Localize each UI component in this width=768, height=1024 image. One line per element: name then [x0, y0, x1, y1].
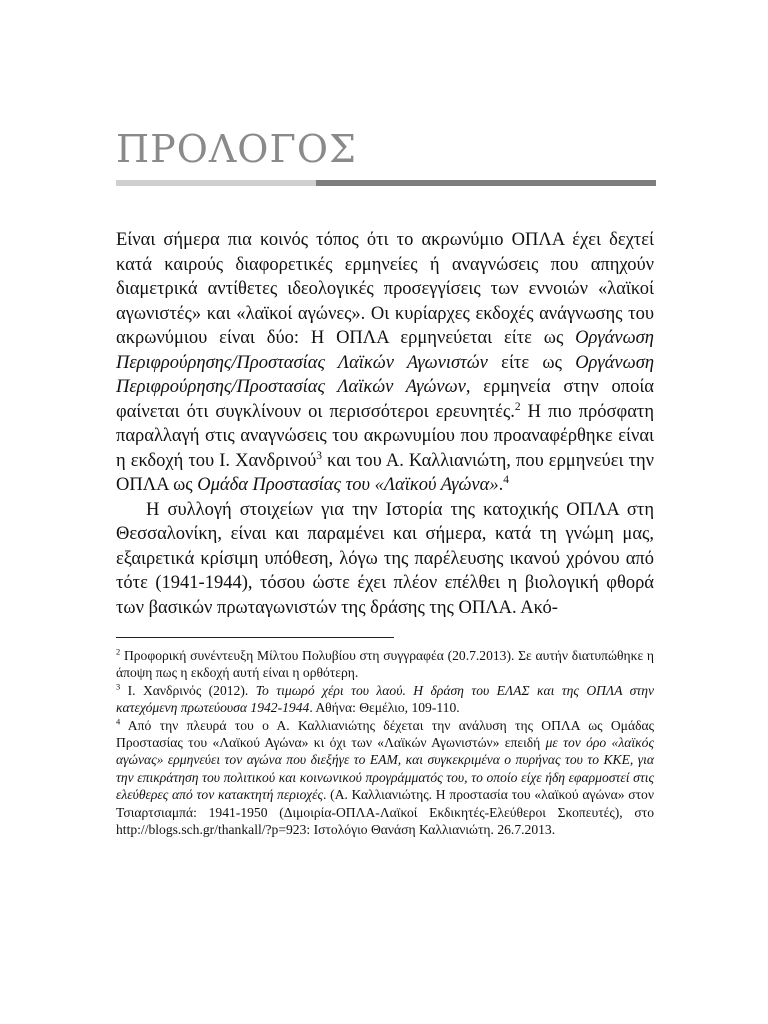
- p1-italic-2: Οργάνωση Περιφρούρησης/Προστασίας Λαϊκών Αγώνων: [116, 352, 655, 397]
- footnote-4-italic: με τον όρο «λαϊκός αγώνας» ερμηνεύει τον αγώνα που διεξήγε το ΕΑΜ, και συγκεκριμένα ο πυρήνας του το ΚΚΕ, για την επικράτηση του πολιτικού και κοινωνικού προγράμματός του, το οποίο είχε ήδη εφαρμοστεί στις ελεύθερες από τον κατακτητή περιοχές: [116, 735, 654, 803]
- title-underline-light: [116, 180, 316, 186]
- paragraph-1: [116, 228, 654, 498]
- title-underline: [116, 180, 656, 186]
- footnote-3-italic: Το τιμωρό χέρι του λαού. Η δράση του ΕΛΑΣ και της ΟΠΛΑ στην κατεχόμενη πρωτεύουσα 1942-1944: [116, 682, 655, 716]
- p1-text-4: Η πιο πρόσφατη παραλλαγή στις αναγνώσεις του ακρωνυμίου που προαναφέρθηκε είναι η εκδοχή του Ι. Χανδρινού: [116, 401, 654, 471]
- footnote-ref-4: 4: [503, 473, 509, 486]
- footnote-separator: [116, 637, 394, 638]
- footnote-3: [116, 682, 654, 717]
- footnote-3-number: 3: [116, 681, 121, 692]
- footnote-ref-3: 3: [316, 449, 322, 462]
- p1-text-1: Είναι σήμερα πια κοινός τόπος ότι το ακρωνύμιο ΟΠΛΑ έχει δεχτεί κατά καιρούς διαφορετικές ερμηνείες ή αναγνώσεις που απηχούν διαμετρικά αντίθετες ιδεολογικές προσεγγίσεις των εννοιών «λαϊκοί αγωνιστές» και «λαϊκοί αγώνες». Οι κυρίαρχες εκδοχές ανάγνωσης του ακρωνύμιου είναι δύο: Η ΟΠΛΑ ερμηνεύεται είτε ως: [116, 230, 654, 348]
- footnote-4: [116, 717, 654, 839]
- title-underline-dark: [316, 180, 656, 186]
- p1-text-3: , ερμηνεία στην οποία φαίνεται ότι συγκλίνουν οι περισσότεροι ερευνητές.: [116, 377, 654, 422]
- p1-text-5: και του Α. Καλλιανιώτη, που ερμηνεύει την ΟΠΛΑ ως: [116, 450, 654, 495]
- main-text: [116, 228, 654, 620]
- p1-text-6: .: [498, 475, 504, 495]
- footnote-4-text-2: . (Α. Καλλιανιώτης. Η προστασία του «λαϊκού αγώνα» στον Τσιαρτσιαμπά: 1941-1950 (Διμοιρία-ΟΠΛΑ-Λαϊκοί Εκδικητές-Ελεύθεροι Σκοπευτές), στο http://blogs.sch.gr/thankall/?p=923: Ιστολόγιο Θανάση Καλλιανιώτη. 26.7.2013.: [116, 787, 654, 838]
- page-title: ΠΡΟΛΟΓΟΣ: [116, 127, 357, 171]
- footnotes: [116, 647, 654, 838]
- paragraph-2: Η συλλογή στοιχείων για την Ιστορία της κατοχικής ΟΠΛΑ στη Θεσσαλονίκη, είναι και παραμένει και σήμερα, κατά τη γνώμη μας, εξαιρετικά κρίσιμη υπόθεση, λόγω της παρέλευσης ικανού χρόνου από τότε (1941-1944), τόσου ώστε έχει πλέον επέλθει η βιολογική φθορά των βασικών πρωταγωνιστών της δράσης της ΟΠΛΑ. Ακό-: [116, 499, 654, 618]
- footnote-2: [116, 647, 654, 682]
- footnote-ref-2: 2: [514, 400, 521, 413]
- footnote-2-number: 2: [116, 646, 121, 657]
- footnote-2-text: Προφορική συνέντευξη Μίλτου Πολυβίου στη συγγραφέα (20.7.2013). Σε αυτήν διατυπώθηκε η άποψη πως η εκδοχή αυτή είναι η ορθότερη.: [116, 648, 654, 681]
- footnote-3-text-1: Ι. Χανδρινός (2012).: [120, 682, 256, 698]
- footnote-4-number: 4: [116, 716, 121, 727]
- footnote-3-text-2: . Αθήνα: Θεμέλιο, 109-110.: [309, 700, 460, 716]
- p1-italic-1: Οργάνωση Περιφρούρησης/Προστασίας Λαϊκών Αγωνιστών: [116, 328, 654, 373]
- p1-italic-3: Ομάδα Προστασίας του «Λαϊκού Αγώνα»: [197, 475, 499, 495]
- p1-text-2: είτε ως: [487, 352, 576, 373]
- footnote-4-text-1: Από την πλευρά του ο Α. Καλλιανιώτης δέχεται την ανάλυση της ΟΠΛΑ ως Ομάδας Προστασίας του «Λαϊκού Αγώνα» κι όχι των «Λαϊκών Αγωνιστών» επειδή: [116, 717, 654, 751]
